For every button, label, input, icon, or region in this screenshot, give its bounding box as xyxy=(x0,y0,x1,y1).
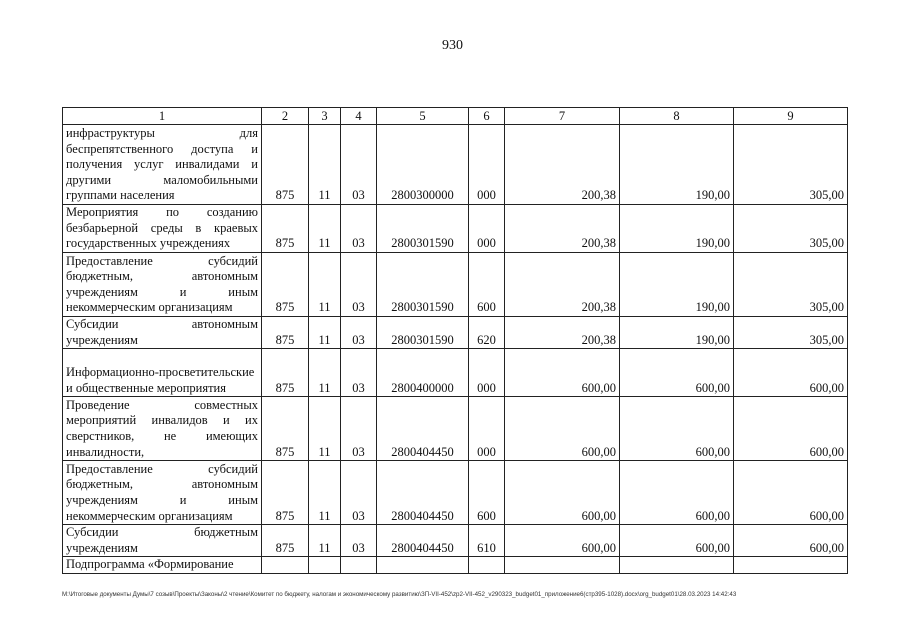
cell-col7: 200,38 xyxy=(505,205,620,253)
cell-col9: 600,00 xyxy=(734,525,848,557)
table-row xyxy=(63,557,848,574)
cell-col2: 875 xyxy=(262,525,309,557)
cell-col2: 875 xyxy=(262,125,309,205)
cell-col5: 2800301590 xyxy=(377,253,469,317)
cell-col9: 305,00 xyxy=(734,205,848,253)
cell-col5: 2800404450 xyxy=(377,525,469,557)
cell-col2 xyxy=(262,557,309,574)
table-row xyxy=(63,525,848,557)
cell-col8: 600,00 xyxy=(620,525,734,557)
table-header-row xyxy=(63,108,848,125)
row-name: Подпрограмма «Формирование xyxy=(63,557,262,574)
cell-col4: 03 xyxy=(341,525,377,557)
cell-col3: 11 xyxy=(309,205,341,253)
cell-col4: 03 xyxy=(341,349,377,397)
cell-col5: 2800301590 xyxy=(377,317,469,349)
cell-col6: 000 xyxy=(469,397,505,461)
table-row xyxy=(63,397,848,461)
budget-table xyxy=(62,107,848,574)
cell-col2: 875 xyxy=(262,349,309,397)
cell-col2: 875 xyxy=(262,317,309,349)
column-header: 6 xyxy=(469,108,505,125)
cell-col9: 305,00 xyxy=(734,317,848,349)
cell-col5: 2800301590 xyxy=(377,205,469,253)
cell-col2: 875 xyxy=(262,397,309,461)
row-name: Предоставление субсидий бюджетным, автономным учреждениям и иным некоммерческим организациям xyxy=(63,253,262,317)
column-header: 7 xyxy=(505,108,620,125)
cell-col7: 200,38 xyxy=(505,317,620,349)
cell-col3: 11 xyxy=(309,253,341,317)
row-name: Мероприятия по созданию безбарьерной среды в краевых государственных учреждениях xyxy=(63,205,262,253)
cell-col6: 000 xyxy=(469,205,505,253)
column-header: 8 xyxy=(620,108,734,125)
cell-col7: 200,38 xyxy=(505,253,620,317)
cell-col6 xyxy=(469,557,505,574)
row-name: Субсидии автономным учреждениям xyxy=(63,317,262,349)
cell-col4: 03 xyxy=(341,125,377,205)
row-name: инфраструктуры для беспрепятственного доступа и получения услуг инвалидами и другими маломобильными группами населения xyxy=(63,125,262,205)
cell-col2: 875 xyxy=(262,461,309,525)
cell-col6: 000 xyxy=(469,125,505,205)
cell-col9: 600,00 xyxy=(734,461,848,525)
cell-col4: 03 xyxy=(341,317,377,349)
cell-col8: 190,00 xyxy=(620,125,734,205)
cell-col7 xyxy=(505,557,620,574)
cell-col3: 11 xyxy=(309,317,341,349)
cell-col4: 03 xyxy=(341,205,377,253)
table-row xyxy=(63,317,848,349)
cell-col9: 600,00 xyxy=(734,397,848,461)
cell-col5: 2800300000 xyxy=(377,125,469,205)
column-header: 3 xyxy=(309,108,341,125)
table-row xyxy=(63,205,848,253)
cell-col8: 190,00 xyxy=(620,317,734,349)
cell-col7: 600,00 xyxy=(505,525,620,557)
cell-col3: 11 xyxy=(309,397,341,461)
cell-col5: 2800404450 xyxy=(377,461,469,525)
table-row xyxy=(63,125,848,205)
row-name: Предоставление субсидий бюджетным, автономным учреждениям и иным некоммерческим организациям xyxy=(63,461,262,525)
cell-col4: 03 xyxy=(341,397,377,461)
table-row xyxy=(63,349,848,397)
table-row xyxy=(63,253,848,317)
cell-col6: 600 xyxy=(469,461,505,525)
cell-col8: 600,00 xyxy=(620,349,734,397)
cell-col7: 600,00 xyxy=(505,461,620,525)
column-header: 1 xyxy=(63,108,262,125)
cell-col4: 03 xyxy=(341,461,377,525)
page-number: 930 xyxy=(442,38,463,53)
table-row xyxy=(63,461,848,525)
cell-col8: 600,00 xyxy=(620,397,734,461)
document-path-footer: M:\Итоговые документы Думы\7 созыв\Проекты\Законы\2 чтение\Комитет по бюджету, налогам и экономическому развитию\ЗП-VII-452\zp2-VII-452_v290323_budget01_приложение6(стр395-1028).docx\org_budget01\28.03.2023 14:42:43 xyxy=(62,591,737,598)
cell-col3: 11 xyxy=(309,461,341,525)
cell-col3: 11 xyxy=(309,349,341,397)
column-header: 2 xyxy=(262,108,309,125)
cell-col4 xyxy=(341,557,377,574)
cell-col6: 620 xyxy=(469,317,505,349)
cell-col9 xyxy=(734,557,848,574)
cell-col8: 600,00 xyxy=(620,461,734,525)
cell-col2: 875 xyxy=(262,205,309,253)
column-header: 9 xyxy=(734,108,848,125)
cell-col5: 2800400000 xyxy=(377,349,469,397)
cell-col8 xyxy=(620,557,734,574)
cell-col9: 600,00 xyxy=(734,349,848,397)
column-header: 5 xyxy=(377,108,469,125)
cell-col4: 03 xyxy=(341,253,377,317)
cell-col7: 600,00 xyxy=(505,397,620,461)
cell-col8: 190,00 xyxy=(620,205,734,253)
cell-col3 xyxy=(309,557,341,574)
row-name: Информационно-просветительские и общественные мероприятия xyxy=(63,349,262,397)
cell-col9: 305,00 xyxy=(734,253,848,317)
cell-col7: 200,38 xyxy=(505,125,620,205)
cell-col6: 600 xyxy=(469,253,505,317)
cell-col9: 305,00 xyxy=(734,125,848,205)
row-name: Субсидии бюджетным учреждениям xyxy=(63,525,262,557)
cell-col3: 11 xyxy=(309,525,341,557)
cell-col3: 11 xyxy=(309,125,341,205)
cell-col5 xyxy=(377,557,469,574)
cell-col6: 610 xyxy=(469,525,505,557)
cell-col2: 875 xyxy=(262,253,309,317)
row-name: Проведение совместных мероприятий инвалидов и их сверстников, не имеющих инвалидности, xyxy=(63,397,262,461)
cell-col8: 190,00 xyxy=(620,253,734,317)
cell-col7: 600,00 xyxy=(505,349,620,397)
column-header: 4 xyxy=(341,108,377,125)
cell-col6: 000 xyxy=(469,349,505,397)
cell-col5: 2800404450 xyxy=(377,397,469,461)
